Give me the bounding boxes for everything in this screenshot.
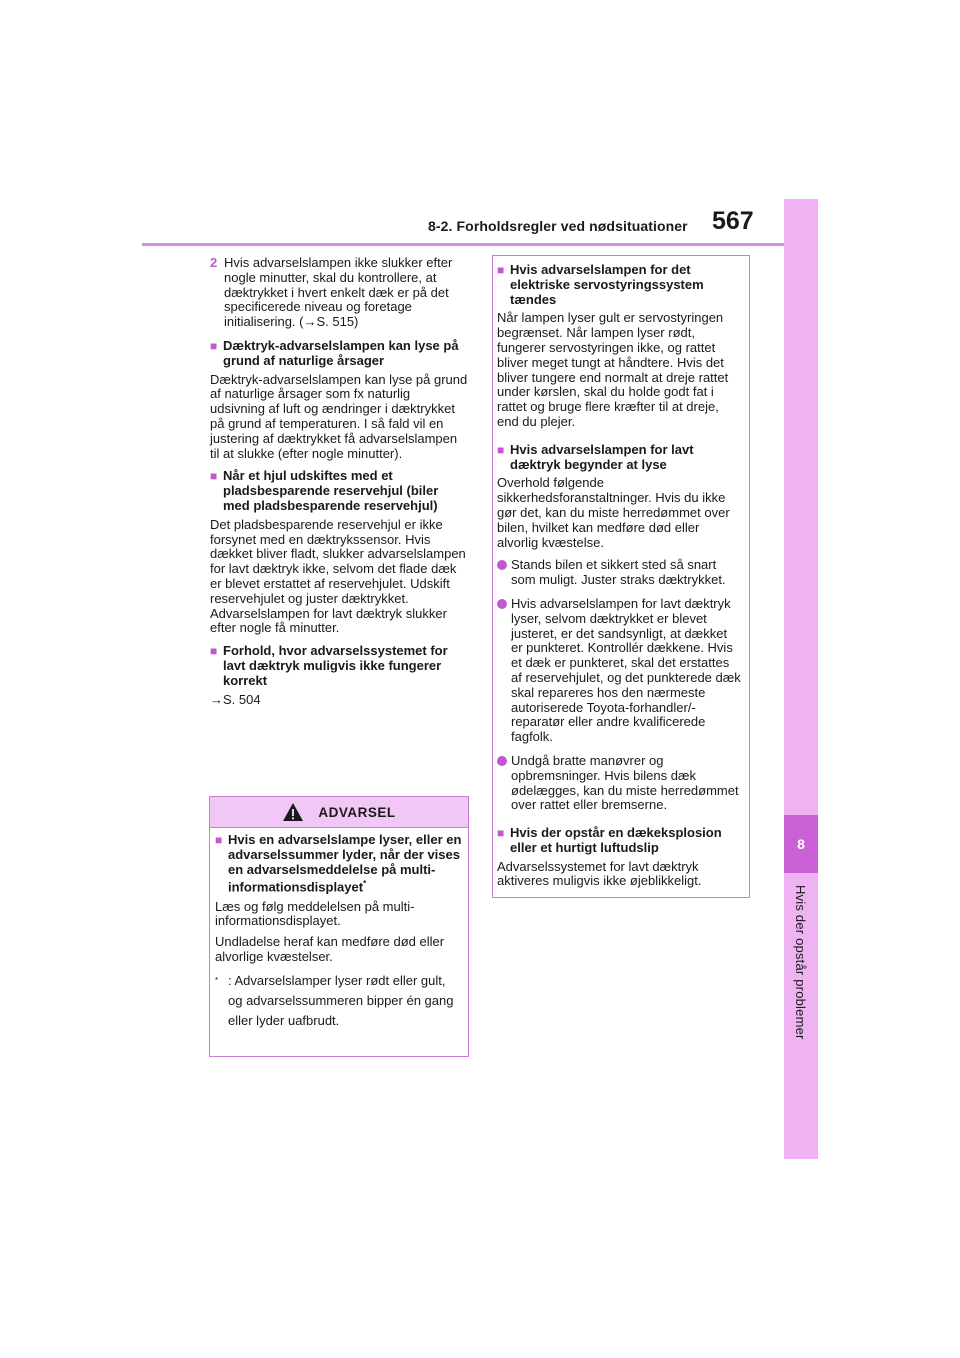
section-heading: ■ Når et hjul udskiftes med et pladsbesparende reservehjul (biler med pladsbesparende reservehjul) <box>210 468 439 513</box>
left-column <box>210 256 468 715</box>
section-title: 8-2. Forholdsregler ved nødsituationer <box>428 218 688 234</box>
section-heading: ■ Hvis der opstår en dækeksplosion eller et hurtigt luftudslip <box>497 825 722 855</box>
warning-footnote: * : Advarselslamper lyser rødt eller gult, og advarselssummeren bipper én gang eller lyder uafbrudt. <box>215 972 454 1028</box>
warning-header <box>210 797 468 828</box>
section-body: Når lampen lyser gult er servostyringen begrænset. Når lampen lyser rødt, fungerer servostyringen ikke, og rattet bliver meget tungt at håndtere. Hvis det bliver tungere end normalt at dreje rattet under kørslen, skal du holde godt fat i rattet og bruge flere kræfter til at dreje, end du plejer. <box>497 310 729 429</box>
circle-bullet-icon <box>497 754 511 765</box>
list-item: Undgå bratte manøvrer og opbremsninger. Hvis bilens dæk ødelægges, kan du miste herredømmet over rattet eller bremserne. <box>497 754 742 813</box>
section-heading: ■ Hvis advarselslampen for lavt dæktryk begynder at lyse <box>497 441 694 472</box>
section-body: Dæktryk-advarselslampen kan lyse på grund af naturlige årsager som fx naturlig udsivning af luft og ændringer i dæktrykket på grund af temperaturen. I så fald vil en justering af dæktrykket få advarselslampen til at slukke (efter nogle minutter). <box>210 371 468 461</box>
warning-text: Læs og følg meddelelsen på multi-informationsdisplayet. <box>215 898 415 929</box>
warning-title: ADVARSEL <box>318 804 396 820</box>
step-number: 2 <box>210 255 218 270</box>
warning-triangle-icon <box>282 802 304 822</box>
page-number: 567 <box>712 207 754 235</box>
arrow-right-icon: → <box>210 691 223 707</box>
square-bullet-icon: ■ <box>497 442 505 457</box>
warning-body <box>210 828 468 1031</box>
square-bullet-icon: ■ <box>210 644 218 659</box>
section-body: Det pladsbesparende reservehjul er ikke forsynet med en dæktrykssensor. Hvis dækket bliver fladt, slukker advarselslampen for lavt dæktryk ikke, selvom det flade dæk er blevet erstattet af reservehjulet. Udskift reservehjulet og juster dæktrykket. Advarselslampen for lavt dæktryk slukker efter nogle få minutter. <box>210 516 466 636</box>
section-heading: ■ Dæktryk-advarselslampen kan lyse på grund af naturlige årsager <box>210 337 459 368</box>
step-2 <box>210 256 468 330</box>
warning-heading: ■ Hvis en advarselslampe lyser, eller en advarselssummer lyder, når der vises en advarselsmeddelelse på multi-informationsdisplayet* <box>215 832 462 895</box>
list-item: Stands bilen et sikkert sted så snart som muligt. Juster straks dæktrykket. <box>497 558 742 588</box>
right-column-warning <box>492 255 750 898</box>
step-text: Hvis advarselslampen ikke slukker efter nogle minutter, skal du kontrollere, at dæktrykket i hvert enkelt dæk er på det specificerede niveau og foretage initialisering. (→S. 515) <box>224 255 453 330</box>
circle-bullet-icon <box>497 597 511 608</box>
chapter-label: Hvis der opstår problemer <box>793 885 808 1040</box>
warning-box <box>209 796 469 1057</box>
page-reference[interactable]: →S. 504 <box>210 691 261 707</box>
circle-bullet-icon <box>497 558 511 569</box>
list-item: Hvis advarselslampen for lavt dæktryk lyser, selvom dæktrykket er blevet justeret, er det sandsynligt, at dækket er punkteret. Kontrollér dækkene. Hvis et dæk er punkteret, skal det erstattes af reservehjulet, og det punkterede dæk skal repareres hos den nærmeste autoriserede Toyota-forhandler/-reparatør eller andre kvalificerede fagfolk. <box>497 597 742 745</box>
section-body: Advarselssystemet for lavt dæktryk aktiveres muligvis ikke øjeblikkeligt. <box>497 858 702 889</box>
square-bullet-icon: ■ <box>497 263 505 277</box>
chapter-number: 8 <box>784 815 818 873</box>
square-bullet-icon: ■ <box>497 826 505 841</box>
header-divider <box>142 243 784 246</box>
warning-text: Undladelse heraf kan medføre død eller alvorlige kvæstelser. <box>215 934 445 964</box>
square-bullet-icon: ■ <box>210 469 218 484</box>
square-bullet-icon: ■ <box>215 833 223 847</box>
section-body: Overhold følgende sikkerhedsforanstaltninger. Hvis du ikke gør det, kan du miste herredømmet over bilen, hvilket kan medføre død eller alvorlig kvæstelse. <box>497 475 730 550</box>
section-heading: ■ Forhold, hvor advarselssystemet for lavt dæktryk muligvis ikke fungerer korrekt <box>210 643 448 688</box>
section-heading: ■ Hvis advarselslampen for det elektriske servostyringssystem tændes <box>497 262 704 307</box>
square-bullet-icon: ■ <box>210 338 218 353</box>
